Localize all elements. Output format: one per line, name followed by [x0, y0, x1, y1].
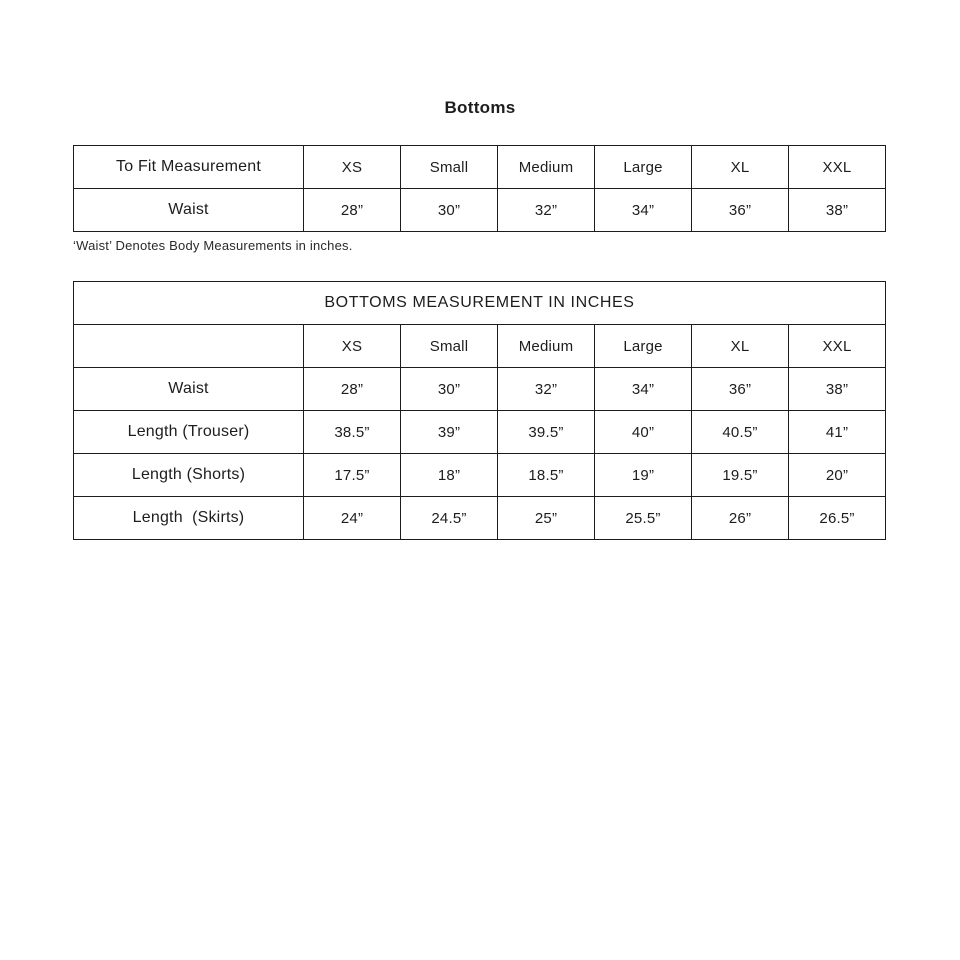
waist-medium-value: 32” [498, 368, 595, 411]
header-xxl: XXL [789, 325, 886, 368]
waist-xs-value: 28” [304, 189, 401, 232]
header-large: Large [595, 325, 692, 368]
content-area [73, 145, 885, 540]
bottoms-measurement-table [73, 281, 886, 540]
table-row-length-trouser [74, 411, 886, 454]
skirts-large-value: 25.5” [595, 497, 692, 540]
row-label-waist: Waist [74, 368, 304, 411]
waist-xs-value: 28” [304, 368, 401, 411]
waist-note: ‘Waist’ Denotes Body Measurements in inches. [73, 238, 353, 253]
shorts-xs-value: 17.5” [304, 454, 401, 497]
header-medium: Medium [498, 146, 595, 189]
skirts-medium-value: 25” [498, 497, 595, 540]
skirts-xs-value: 24” [304, 497, 401, 540]
skirts-xxl-value: 26.5” [789, 497, 886, 540]
shorts-xxl-value: 20” [789, 454, 886, 497]
trouser-xxl-value: 41” [789, 411, 886, 454]
header-large: Large [595, 146, 692, 189]
waist-xxl-value: 38” [789, 368, 886, 411]
trouser-xs-value: 38.5” [304, 411, 401, 454]
waist-medium-value: 32” [498, 189, 595, 232]
table-row-waist [74, 368, 886, 411]
trouser-medium-value: 39.5” [498, 411, 595, 454]
row-label-length-trouser: Length (Trouser) [74, 411, 304, 454]
shorts-small-value: 18” [401, 454, 498, 497]
table-header-row [74, 146, 886, 189]
header-small: Small [401, 146, 498, 189]
header-empty [74, 325, 304, 368]
trouser-xl-value: 40.5” [692, 411, 789, 454]
waist-large-value: 34” [595, 189, 692, 232]
header-to-fit-measurement: To Fit Measurement [74, 146, 304, 189]
table-title-row [74, 282, 886, 325]
shorts-medium-value: 18.5” [498, 454, 595, 497]
header-xs: XS [304, 325, 401, 368]
header-small: Small [401, 325, 498, 368]
row-label-waist: Waist [74, 189, 304, 232]
to-fit-measurement-table [73, 145, 886, 232]
skirts-small-value: 24.5” [401, 497, 498, 540]
measurement-table-title: BOTTOMS MEASUREMENT IN INCHES [74, 282, 886, 325]
waist-small-value: 30” [401, 189, 498, 232]
header-xxl: XXL [789, 146, 886, 189]
header-xs: XS [304, 146, 401, 189]
table-header-row [74, 325, 886, 368]
header-medium: Medium [498, 325, 595, 368]
trouser-large-value: 40” [595, 411, 692, 454]
row-label-length-shorts: Length (Shorts) [74, 454, 304, 497]
waist-xxl-value: 38” [789, 189, 886, 232]
trouser-small-value: 39” [401, 411, 498, 454]
waist-large-value: 34” [595, 368, 692, 411]
row-label-length-skirts: Length (Skirts) [74, 497, 304, 540]
waist-xl-value: 36” [692, 189, 789, 232]
page-title: Bottoms [444, 98, 516, 117]
header-xl: XL [692, 146, 789, 189]
table-row-length-skirts [74, 497, 886, 540]
table-row-length-shorts [74, 454, 886, 497]
waist-xl-value: 36” [692, 368, 789, 411]
waist-small-value: 30” [401, 368, 498, 411]
shorts-xl-value: 19.5” [692, 454, 789, 497]
shorts-large-value: 19” [595, 454, 692, 497]
skirts-xl-value: 26” [692, 497, 789, 540]
table-row-waist [74, 189, 886, 232]
header-xl: XL [692, 325, 789, 368]
